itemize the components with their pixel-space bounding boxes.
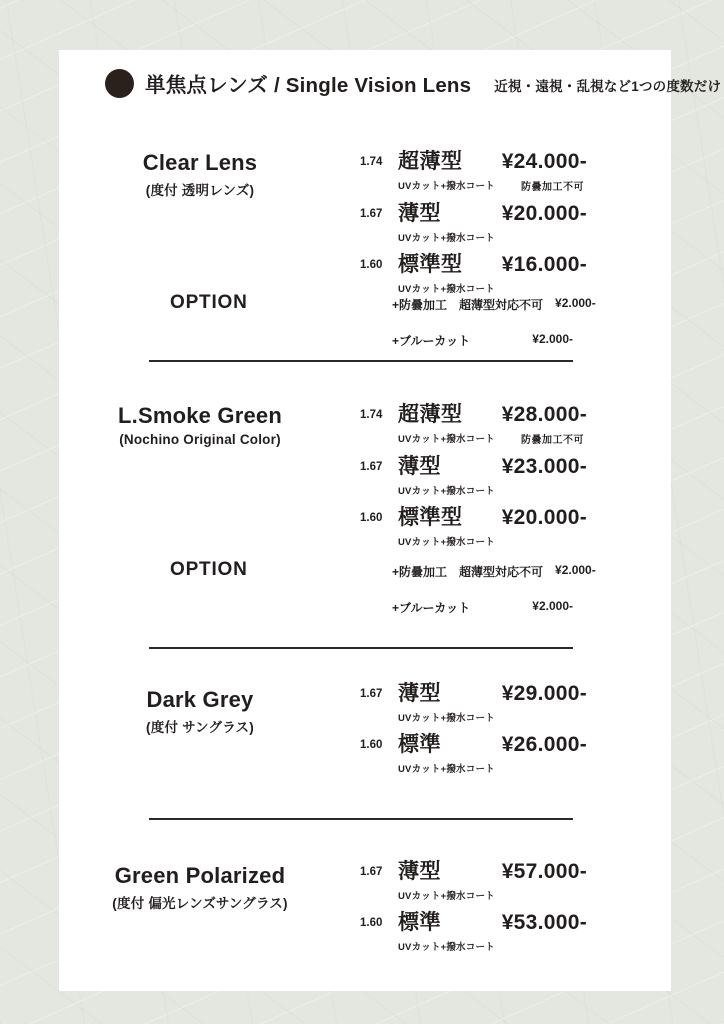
price: ¥28.000- bbox=[501, 403, 587, 426]
section-divider bbox=[149, 647, 573, 649]
coating-label: UVカット+撥水コート bbox=[398, 764, 495, 775]
section-subtitle: (度付 透明レンズ) bbox=[145, 183, 255, 198]
price-block bbox=[502, 403, 587, 446]
price-note: 防曇加工不可 bbox=[521, 182, 584, 193]
refractive-index: 1.67 bbox=[360, 461, 383, 473]
price: ¥26.000- bbox=[501, 733, 587, 756]
lens-type: 薄型 bbox=[398, 455, 441, 478]
option-name: +防曇加工 超薄型対応不可 bbox=[392, 565, 544, 579]
page-header bbox=[105, 68, 721, 98]
lens-row bbox=[360, 150, 587, 193]
lens-type-block bbox=[398, 455, 495, 497]
lens-row bbox=[360, 682, 587, 724]
price-block bbox=[502, 455, 587, 478]
lens-type: 薄型 bbox=[398, 860, 441, 883]
section-subtitle: (Nochino Original Color) bbox=[119, 432, 281, 447]
price: ¥20.000- bbox=[501, 202, 587, 225]
lens-rows bbox=[360, 403, 587, 557]
price-block bbox=[502, 150, 587, 193]
refractive-index: 1.67 bbox=[360, 688, 383, 700]
refractive-index: 1.67 bbox=[360, 866, 383, 878]
section-subtitle: (度付 偏光レンズサングラス) bbox=[112, 896, 288, 911]
price: ¥24.000- bbox=[501, 150, 587, 173]
lens-row bbox=[360, 911, 587, 953]
lens-type: 標準型 bbox=[398, 253, 463, 276]
coating-label: UVカット+撥水コート bbox=[398, 942, 495, 953]
section-title: Dark Grey bbox=[146, 687, 254, 712]
coating-label: UVカット+撥水コート bbox=[398, 434, 495, 445]
section-title: Green Polarized bbox=[114, 863, 286, 888]
option-items bbox=[392, 296, 596, 368]
lens-type: 超薄型 bbox=[398, 403, 463, 426]
option-label: OPTION bbox=[170, 559, 248, 580]
section-subtitle: (度付 サングラス) bbox=[146, 720, 254, 735]
option-label: OPTION bbox=[170, 292, 248, 313]
coating-label: UVカット+撥水コート bbox=[398, 537, 495, 548]
coating-label: UVカット+撥水コート bbox=[398, 284, 495, 295]
lens-type: 標準 bbox=[398, 733, 441, 756]
lens-rows bbox=[360, 150, 587, 304]
lens-row bbox=[360, 253, 587, 295]
lens-row bbox=[360, 202, 587, 244]
option-items bbox=[392, 563, 596, 635]
lens-type: 薄型 bbox=[398, 682, 441, 705]
section-heading bbox=[90, 150, 310, 199]
lens-rows bbox=[360, 682, 587, 784]
price-block bbox=[502, 911, 587, 934]
option-item bbox=[392, 599, 573, 616]
coating-label: UVカット+撥水コート bbox=[398, 713, 495, 724]
lens-type: 標準型 bbox=[398, 506, 463, 529]
refractive-index: 1.60 bbox=[360, 512, 383, 524]
lens-row bbox=[360, 860, 587, 902]
lens-row bbox=[360, 733, 587, 775]
option-name: +ブルーカット bbox=[392, 334, 471, 348]
price-note: 防曇加工不可 bbox=[521, 435, 584, 446]
price-block bbox=[502, 733, 587, 756]
lens-type-block bbox=[398, 403, 495, 445]
price-block bbox=[502, 506, 587, 529]
lens-type: 標準 bbox=[398, 911, 441, 934]
lens-type-block bbox=[398, 150, 495, 192]
section-heading bbox=[90, 863, 310, 912]
lens-rows bbox=[360, 860, 587, 962]
option-price: ¥2.000- bbox=[532, 599, 573, 613]
option-price: ¥2.000- bbox=[555, 296, 596, 310]
lens-row bbox=[360, 506, 587, 548]
option-item bbox=[392, 332, 573, 349]
lens-type-block bbox=[398, 202, 495, 244]
price-block bbox=[502, 682, 587, 705]
refractive-index: 1.60 bbox=[360, 259, 383, 271]
lens-type-block bbox=[398, 506, 495, 548]
section-title: Clear Lens bbox=[142, 150, 258, 175]
price: ¥23.000- bbox=[501, 455, 587, 478]
option-price: ¥2.000- bbox=[555, 563, 596, 577]
price-list-page bbox=[59, 50, 722, 991]
section-heading bbox=[90, 403, 310, 447]
lens-type-block bbox=[398, 253, 495, 295]
section-divider bbox=[149, 818, 573, 820]
refractive-index: 1.74 bbox=[360, 409, 383, 421]
price: ¥53.000- bbox=[501, 911, 587, 934]
coating-label: UVカット+撥水コート bbox=[398, 181, 495, 192]
refractive-index: 1.60 bbox=[360, 739, 383, 751]
lens-type-block bbox=[398, 911, 495, 953]
price: ¥16.000- bbox=[501, 253, 587, 276]
page-subtitle: 近視・遠視・乱視など1つの度数だけ bbox=[494, 78, 722, 94]
refractive-index: 1.74 bbox=[360, 156, 383, 168]
price-block bbox=[502, 253, 587, 276]
lens-type-block bbox=[398, 682, 495, 724]
lens-type-block bbox=[398, 733, 495, 775]
lens-row bbox=[360, 455, 587, 497]
price: ¥57.000- bbox=[501, 860, 587, 883]
refractive-index: 1.67 bbox=[360, 208, 383, 220]
option-name: +ブルーカット bbox=[392, 601, 471, 615]
price: ¥29.000- bbox=[501, 682, 587, 705]
price-block bbox=[502, 202, 587, 225]
page-title: 単焦点レンズ / Single Vision Lens bbox=[145, 74, 472, 97]
refractive-index: 1.60 bbox=[360, 917, 383, 929]
section-heading bbox=[90, 687, 310, 736]
option-price: ¥2.000- bbox=[532, 332, 573, 346]
lens-row bbox=[360, 403, 587, 446]
lens-type-block bbox=[398, 860, 495, 902]
lens-type: 超薄型 bbox=[398, 150, 463, 173]
option-item bbox=[392, 563, 596, 580]
lens-type: 薄型 bbox=[398, 202, 441, 225]
section-title: L.Smoke Green bbox=[118, 403, 282, 428]
price: ¥20.000- bbox=[501, 506, 587, 529]
coating-label: UVカット+撥水コート bbox=[398, 486, 495, 497]
coating-label: UVカット+撥水コート bbox=[398, 891, 495, 902]
option-item bbox=[392, 296, 596, 313]
price-block bbox=[502, 860, 587, 883]
coating-label: UVカット+撥水コート bbox=[398, 233, 495, 244]
bullet-circle-icon bbox=[105, 69, 134, 98]
section-divider bbox=[149, 360, 573, 362]
option-name: +防曇加工 超薄型対応不可 bbox=[392, 298, 544, 312]
